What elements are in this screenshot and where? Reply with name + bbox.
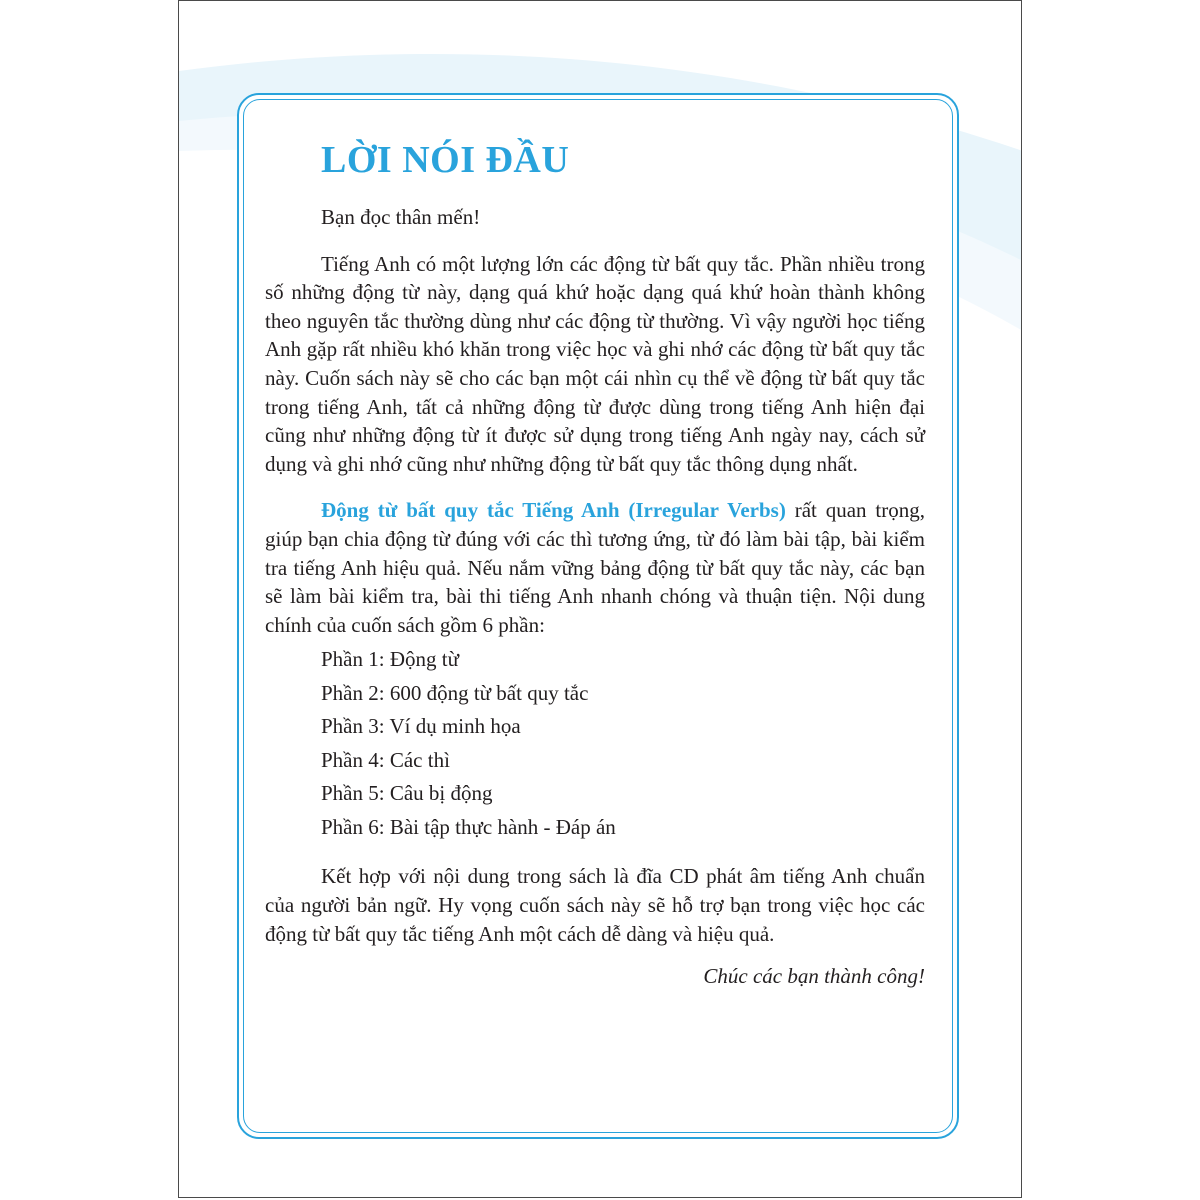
page-title: LỜI NÓI ĐẦU (321, 139, 570, 181)
list-item: Phần 2: 600 động từ bất quy tắc (321, 680, 589, 705)
list-item: Phần 4: Các thì (321, 747, 450, 772)
paragraph-2-text: rất quan trọng, giúp bạn chia động từ đúng với các thì tương ứng, từ đó làm bài tập, bài kiểm tra tiếng Anh hiệu quả. Nếu nắm vững bảng động từ bất quy tắc này, các bạn sẽ làm bài kiểm tra, bài thi tiếng Anh nhanh chóng và thuận tiện. Nội dung chính của cuốn sách gồm 6 phần: (265, 498, 926, 637)
list-item: Phần 3: Ví dụ minh họa (321, 714, 521, 739)
highlight-phrase: Động từ bất quy tắc Tiếng Anh (Irregular Verbs) (321, 498, 786, 523)
parts-list (321, 643, 925, 844)
list-item: Phần 1: Động từ (321, 647, 459, 672)
closing-line: Chúc các bạn thành công! (703, 964, 925, 989)
list-item: Phần 5: Câu bị động (321, 781, 493, 806)
greeting: Bạn đọc thân mến! (321, 205, 481, 229)
list-item: Phần 6: Bài tập thực hành - Đáp án (321, 814, 616, 839)
paragraph-3: Kết hợp với nội dung trong sách là đĩa CD phát âm tiếng Anh chuẩn của người bản ngữ. Hy vọng cuốn sách này sẽ hỗ trợ bạn trong việc học các động từ bất quy tắc tiếng Anh một cách dễ dàng và hiệu quả. (265, 864, 925, 946)
book-page (178, 0, 1022, 1198)
paragraph-2 (265, 496, 925, 639)
paragraph-1: Tiếng Anh có một lượng lớn các động từ bất quy tắc. Phần nhiều trong số những động từ này, dạng quá khứ hoặc dạng quá khứ hoàn thành không theo nguyên tắc thường dùng như các động từ thường. Vì vậy người học tiếng Anh gặp rất nhiều khó khăn trong việc học và ghi nhớ các động từ bất quy tắc này. Cuốn sách này sẽ cho các bạn một cái nhìn cụ thể về động từ bất quy tắc trong tiếng Anh, tất cả những động từ được dùng trong tiếng Anh hiện đại cũng như những động từ ít được sử dụng trong tiếng Anh ngày nay, cách sử dụng và ghi nhớ cũng như những động từ bất quy tắc thông dụng nhất. (265, 251, 925, 476)
preface-content (265, 131, 925, 991)
